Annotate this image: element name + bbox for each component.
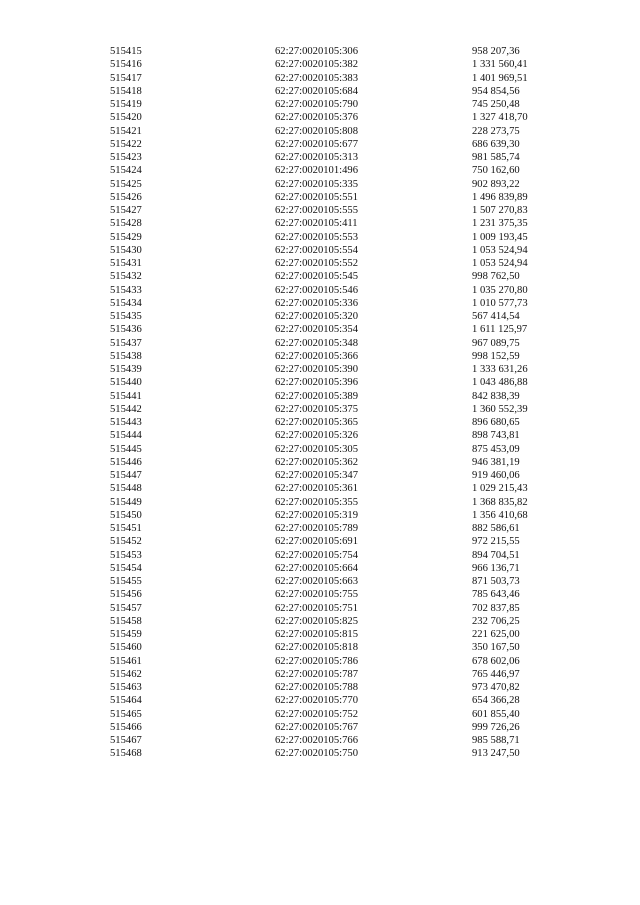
cadastral-value: 1 231 375,35: [472, 218, 528, 230]
cadastral-value: 232 706,25: [472, 615, 520, 627]
cadastral-number: 62:27:0020105:788: [275, 682, 358, 693]
table-row: [0, 403, 640, 416]
row-number: 515416: [110, 59, 142, 71]
cadastral-value: 686 639,30: [472, 138, 520, 150]
table-row: [0, 668, 640, 681]
table-row: [0, 151, 640, 164]
row-number: 515466: [110, 721, 142, 733]
row-number: 515448: [110, 483, 142, 495]
cadastral-number: 62:27:0020105:790: [275, 99, 358, 110]
row-number: 515462: [110, 668, 142, 680]
table-row: [0, 191, 640, 204]
table-row: [0, 204, 640, 217]
cadastral-value: 1 029 215,43: [472, 483, 528, 495]
cadastral-number: 62:27:0020105:789: [275, 523, 358, 534]
cadastral-value: 972 215,55: [472, 536, 520, 548]
cadastral-value: 902 893,22: [472, 178, 520, 190]
table-row: [0, 641, 640, 654]
cadastral-number: 62:27:0020105:815: [275, 629, 358, 640]
table-row: [0, 297, 640, 310]
cadastral-number: 62:27:0020105:663: [275, 576, 358, 587]
cadastral-value: 785 643,46: [472, 589, 520, 601]
table-row: [0, 721, 640, 734]
cadastral-value: 1 356 410,68: [472, 509, 528, 521]
cadastral-number: 62:27:0020105:390: [275, 364, 358, 375]
cadastral-number: 62:27:0020105:766: [275, 735, 358, 746]
cadastral-value: 567 414,54: [472, 311, 520, 322]
row-number: 515441: [110, 390, 142, 402]
cadastral-value: 1 496 839,89: [472, 191, 528, 203]
cadastral-number: 62:27:0020105:382: [275, 59, 358, 71]
cadastral-number: 62:27:0020105:348: [275, 337, 358, 349]
cadastral-number: 62:27:0020105:305: [275, 443, 358, 455]
table-row: [0, 681, 640, 694]
cadastral-number: 62:27:0020105:376: [275, 112, 358, 124]
cadastral-value: 898 743,81: [472, 430, 520, 442]
table-row: [0, 231, 640, 244]
cadastral-number: 62:27:0020105:751: [275, 602, 358, 614]
row-number: 515458: [110, 615, 142, 627]
cadastral-value: 1 331 560,41: [472, 59, 528, 71]
table-row: [0, 45, 640, 58]
cadastral-value: 350 167,50: [472, 642, 520, 654]
cadastral-number: 62:27:0020105:336: [275, 297, 358, 309]
cadastral-value-table: [0, 45, 640, 761]
row-number: 515428: [110, 218, 142, 230]
table-row: [0, 443, 640, 456]
cadastral-value: 702 837,85: [472, 602, 520, 614]
cadastral-value: 894 704,51: [472, 549, 520, 561]
cadastral-value: 882 586,61: [472, 523, 520, 534]
cadastral-number: 62:27:0020105:347: [275, 470, 358, 481]
table-row: [0, 376, 640, 389]
cadastral-value: 985 588,71: [472, 735, 520, 746]
cadastral-number: 62:27:0020105:551: [275, 191, 358, 203]
cadastral-number: 62:27:0020105:684: [275, 85, 358, 97]
row-number: 515433: [110, 284, 142, 296]
row-number: 515422: [110, 138, 142, 150]
row-number: 515439: [110, 364, 142, 375]
row-number: 515468: [110, 748, 142, 760]
cadastral-number: 62:27:0020105:313: [275, 152, 358, 163]
row-number: 515456: [110, 589, 142, 601]
cadastral-value: 871 503,73: [472, 576, 520, 587]
row-number: 515445: [110, 443, 142, 455]
cadastral-value: 946 381,19: [472, 456, 520, 468]
cadastral-value: 973 470,82: [472, 682, 520, 693]
cadastral-value: 1 043 486,88: [472, 377, 528, 389]
cadastral-number: 62:27:0020105:552: [275, 258, 358, 269]
row-number: 515442: [110, 403, 142, 415]
table-row: [0, 456, 640, 469]
table-row: [0, 469, 640, 482]
row-number: 515432: [110, 271, 142, 283]
row-number: 515454: [110, 562, 142, 574]
cadastral-value: 1 360 552,39: [472, 403, 528, 415]
table-row: [0, 708, 640, 721]
cadastral-value: 765 446,97: [472, 668, 520, 680]
row-number: 515464: [110, 695, 142, 707]
table-row: [0, 363, 640, 376]
table-row: [0, 482, 640, 495]
table-row: [0, 98, 640, 111]
cadastral-number: 62:27:0020105:664: [275, 562, 358, 574]
cadastral-number: 62:27:0020105:752: [275, 708, 358, 720]
cadastral-value: 999 726,26: [472, 721, 520, 733]
cadastral-value: 221 625,00: [472, 629, 520, 640]
cadastral-value: 967 089,75: [472, 337, 520, 349]
cadastral-value: 745 250,48: [472, 99, 520, 110]
table-row: [0, 602, 640, 615]
cadastral-value: 842 838,39: [472, 390, 520, 402]
row-number: 515455: [110, 576, 142, 587]
cadastral-number: 62:27:0020105:553: [275, 231, 358, 243]
row-number: 515429: [110, 231, 142, 243]
table-row: [0, 270, 640, 283]
row-number: 515444: [110, 430, 142, 442]
row-number: 515449: [110, 496, 142, 508]
row-number: 515452: [110, 536, 142, 548]
row-number: 515467: [110, 735, 142, 746]
cadastral-value: 998 152,59: [472, 350, 520, 362]
cadastral-number: 62:27:0020105:319: [275, 509, 358, 521]
cadastral-value: 1 053 524,94: [472, 244, 528, 256]
cadastral-value: 1 053 524,94: [472, 258, 528, 269]
cadastral-value: 228 273,75: [472, 125, 520, 137]
cadastral-number: 62:27:0020105:362: [275, 456, 358, 468]
row-number: 515415: [110, 46, 142, 57]
row-number: 515440: [110, 377, 142, 389]
row-number: 515434: [110, 297, 142, 309]
row-number: 515457: [110, 602, 142, 614]
cadastral-number: 62:27:0020105:361: [275, 483, 358, 495]
cadastral-number: 62:27:0020105:326: [275, 430, 358, 442]
table-row: [0, 178, 640, 191]
table-row: [0, 125, 640, 138]
table-row: [0, 628, 640, 641]
cadastral-value: 966 136,71: [472, 562, 520, 574]
table-row: [0, 323, 640, 336]
cadastral-value: 1 611 125,97: [472, 324, 528, 336]
cadastral-number: 62:27:0020105:818: [275, 642, 358, 654]
cadastral-value: 678 602,06: [472, 655, 520, 667]
cadastral-number: 62:27:0020105:825: [275, 615, 358, 627]
cadastral-number: 62:27:0020105:786: [275, 655, 358, 667]
cadastral-value: 1 401 969,51: [472, 72, 528, 84]
table-row: [0, 111, 640, 124]
table-row: [0, 350, 640, 363]
row-number: 515461: [110, 655, 142, 667]
row-number: 515417: [110, 72, 142, 84]
cadastral-number: 62:27:0020105:770: [275, 695, 358, 707]
table-row: [0, 58, 640, 71]
table-row: [0, 85, 640, 98]
row-number: 515427: [110, 205, 142, 216]
table-row: [0, 72, 640, 85]
cadastral-number: 62:27:0020105:545: [275, 271, 358, 283]
table-row: [0, 588, 640, 601]
row-number: 515421: [110, 125, 142, 137]
row-number: 515453: [110, 549, 142, 561]
cadastral-number: 62:27:0020105:389: [275, 390, 358, 402]
row-number: 515446: [110, 456, 142, 468]
table-row: [0, 496, 640, 509]
row-number: 515419: [110, 99, 142, 110]
cadastral-value: 896 680,65: [472, 417, 520, 428]
table-row: [0, 734, 640, 747]
row-number: 515425: [110, 178, 142, 190]
row-number: 515451: [110, 523, 142, 534]
row-number: 515460: [110, 642, 142, 654]
cadastral-number: 62:27:0020105:365: [275, 417, 358, 428]
table-row: [0, 655, 640, 668]
cadastral-value: 1 035 270,80: [472, 284, 528, 296]
table-row: [0, 562, 640, 575]
cadastral-value: 919 460,06: [472, 470, 520, 481]
cadastral-number: 62:27:0020105:555: [275, 205, 358, 216]
cadastral-value: 875 453,09: [472, 443, 520, 455]
table-row: [0, 217, 640, 230]
cadastral-number: 62:27:0020101:496: [275, 165, 358, 177]
cadastral-value: 1 333 631,26: [472, 364, 528, 375]
cadastral-number: 62:27:0020105:787: [275, 668, 358, 680]
table-row: [0, 535, 640, 548]
cadastral-value: 1 327 418,70: [472, 112, 528, 124]
row-number: 515426: [110, 191, 142, 203]
row-number: 515418: [110, 85, 142, 97]
cadastral-number: 62:27:0020105:691: [275, 536, 358, 548]
table-row: [0, 509, 640, 522]
row-number: 515423: [110, 152, 142, 163]
cadastral-value: 1 009 193,45: [472, 231, 528, 243]
cadastral-value: 1 010 577,73: [472, 297, 528, 309]
cadastral-value: 654 366,28: [472, 695, 520, 707]
table-row: [0, 244, 640, 257]
cadastral-number: 62:27:0020105:306: [275, 46, 358, 57]
row-number: 515435: [110, 311, 142, 322]
cadastral-number: 62:27:0020105:554: [275, 244, 358, 256]
table-row: [0, 138, 640, 151]
row-number: 515430: [110, 244, 142, 256]
cadastral-number: 62:27:0020105:677: [275, 138, 358, 150]
cadastral-number: 62:27:0020105:355: [275, 496, 358, 508]
cadastral-number: 62:27:0020105:754: [275, 549, 358, 561]
table-row: [0, 164, 640, 177]
table-row: [0, 429, 640, 442]
cadastral-value: 601 855,40: [472, 708, 520, 720]
table-row: [0, 416, 640, 429]
cadastral-value: 981 585,74: [472, 152, 520, 163]
row-number: 515438: [110, 350, 142, 362]
cadastral-value: 1 368 835,82: [472, 496, 528, 508]
row-number: 515443: [110, 417, 142, 428]
table-row: [0, 747, 640, 760]
table-row: [0, 522, 640, 535]
table-row: [0, 310, 640, 323]
cadastral-number: 62:27:0020105:755: [275, 589, 358, 601]
table-row: [0, 615, 640, 628]
cadastral-number: 62:27:0020105:335: [275, 178, 358, 190]
cadastral-number: 62:27:0020105:411: [275, 218, 358, 230]
cadastral-number: 62:27:0020105:375: [275, 403, 358, 415]
row-number: 515431: [110, 258, 142, 269]
cadastral-number: 62:27:0020105:320: [275, 311, 358, 322]
cadastral-number: 62:27:0020105:546: [275, 284, 358, 296]
row-number: 515424: [110, 165, 142, 177]
cadastral-number: 62:27:0020105:354: [275, 324, 358, 336]
table-row: [0, 549, 640, 562]
row-number: 515450: [110, 509, 142, 521]
table-row: [0, 257, 640, 270]
cadastral-number: 62:27:0020105:383: [275, 72, 358, 84]
cadastral-value: 954 854,56: [472, 85, 520, 97]
row-number: 515437: [110, 337, 142, 349]
cadastral-value: 1 507 270,83: [472, 205, 528, 216]
row-number: 515420: [110, 112, 142, 124]
table-row: [0, 284, 640, 297]
cadastral-number: 62:27:0020105:366: [275, 350, 358, 362]
row-number: 515447: [110, 470, 142, 481]
cadastral-value: 913 247,50: [472, 748, 520, 760]
table-row: [0, 390, 640, 403]
cadastral-value: 958 207,36: [472, 46, 520, 57]
table-row: [0, 337, 640, 350]
row-number: 515436: [110, 324, 142, 336]
cadastral-number: 62:27:0020105:767: [275, 721, 358, 733]
cadastral-value: 750 162,60: [472, 165, 520, 177]
cadastral-number: 62:27:0020105:396: [275, 377, 358, 389]
cadastral-value: 998 762,50: [472, 271, 520, 283]
row-number: 515463: [110, 682, 142, 693]
row-number: 515465: [110, 708, 142, 720]
row-number: 515459: [110, 629, 142, 640]
cadastral-number: 62:27:0020105:750: [275, 748, 358, 760]
table-row: [0, 575, 640, 588]
table-row: [0, 694, 640, 707]
cadastral-number: 62:27:0020105:808: [275, 125, 358, 137]
